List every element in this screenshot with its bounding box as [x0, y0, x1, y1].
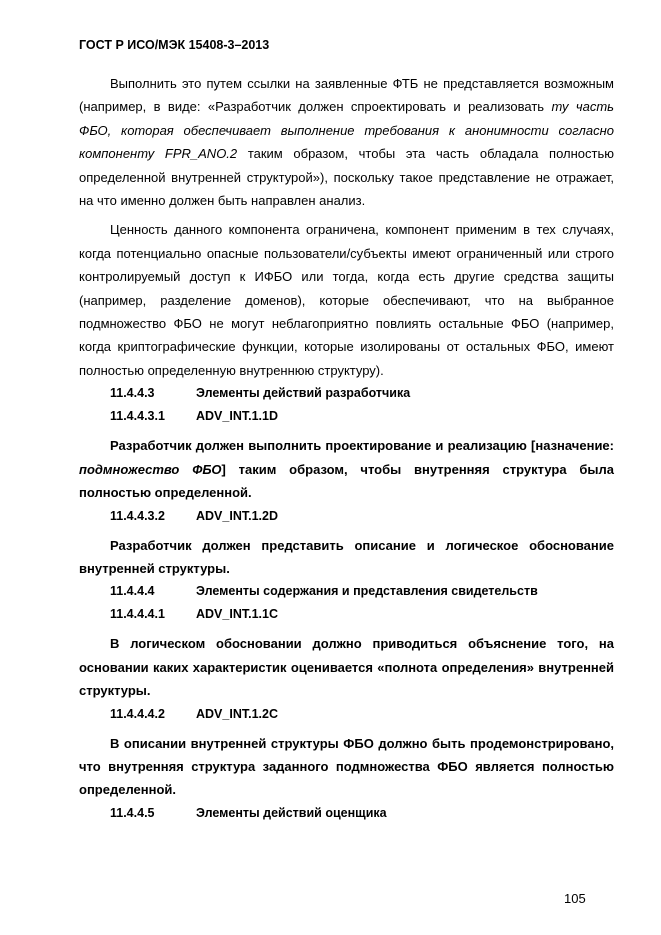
document-body [79, 72, 614, 825]
paragraph-3-text-a: Разработчик должен выполнить проектирование и реализацию [назначение: [110, 438, 614, 454]
section-heading-11-4-4-3 [79, 382, 614, 405]
paragraph-4: Разработчик должен представить описание и логическое обоснование внутренней структуры. [79, 537, 614, 576]
document-header: ГОСТ Р ИСО/МЭК 15408-3–2013 [79, 38, 270, 52]
section-heading-11-4-4-4 [79, 580, 614, 603]
section-title: Элементы действий разработчика [196, 386, 411, 401]
paragraph-3-text-b: ] таким образом, чтобы внутренняя структура была полностью определенной. [79, 461, 614, 501]
section-number: 11.4.4.4.1 [110, 607, 165, 622]
section-number: 11.4.4.4.2 [110, 706, 165, 721]
section-title: ADV_INT.1.2D [196, 508, 278, 523]
paragraph-6: В описании внутренней структуры ФБО должно быть продемонстрировано, что внутренняя структура заданного подмножества ФБО является полностью определенной. [79, 735, 614, 798]
paragraph-5: В логическом обосновании должно приводиться объяснение того, на основании каких характеристик оценивается «полнота определения» внутренней структуры. [79, 636, 614, 699]
section-title: ADV_INT.1.1C [196, 607, 278, 622]
section-number: 11.4.4.4 [110, 584, 155, 599]
section-number: 11.4.4.3 [110, 386, 155, 401]
section-heading-11-4-4-4-1 [79, 603, 614, 626]
section-heading-11-4-4-3-1 [79, 405, 614, 428]
paragraph-1-italic: ту часть ФБО, которая обеспечивает выполнение требования к анонимности согласно компоненту FPR_ANO.2 [79, 99, 614, 162]
section-number: 11.4.4.3.2 [110, 508, 165, 523]
page-number: 105 [564, 891, 586, 906]
paragraph-1 [79, 72, 614, 212]
section-title: ADV_INT.1.1D [196, 409, 278, 424]
paragraph-2: Ценность данного компонента ограничена, компонент применим в тех случаях, когда потенциально опасные пользователи/субъекты имеют ограниченный или строго контролируемый доступ к ИФБО или тогда, когда есть другие средства защиты (например, разделение доменов), которые обеспечивают, что на выбранное подмножество ФБО не могут неблагоприятно повлиять остальные ФБО (например, когда криптографические функции, которые изолированы от остальных ФБО, имеют полностью определенную внутреннюю структуру). [79, 222, 614, 378]
section-heading-11-4-4-3-2 [79, 505, 614, 528]
section-number: 11.4.4.3.1 [110, 409, 165, 424]
section-title: Элементы действий оценщика [196, 805, 387, 820]
paragraph-3 [79, 434, 614, 504]
section-title: ADV_INT.1.2C [196, 706, 278, 721]
section-number: 11.4.4.5 [110, 805, 155, 820]
section-heading-11-4-4-5 [79, 802, 614, 825]
section-heading-11-4-4-4-2 [79, 703, 614, 726]
section-title: Элементы содержания и представления свидетельств [196, 584, 538, 599]
paragraph-1-text-a: Выполнить это путем ссылки на заявленные ФТБ не представляется возможным (например, в виде: «Разработчик должен спроектировать и реализовать [79, 76, 614, 115]
paragraph-1-text-b: таким образом, чтобы эта часть обладала полностью определенной внутренней структурой»), поскольку такое представление не отражает, на что именно должен быть направлен анализ. [79, 146, 614, 209]
paragraph-3-italic: подмножество ФБО [79, 461, 222, 477]
